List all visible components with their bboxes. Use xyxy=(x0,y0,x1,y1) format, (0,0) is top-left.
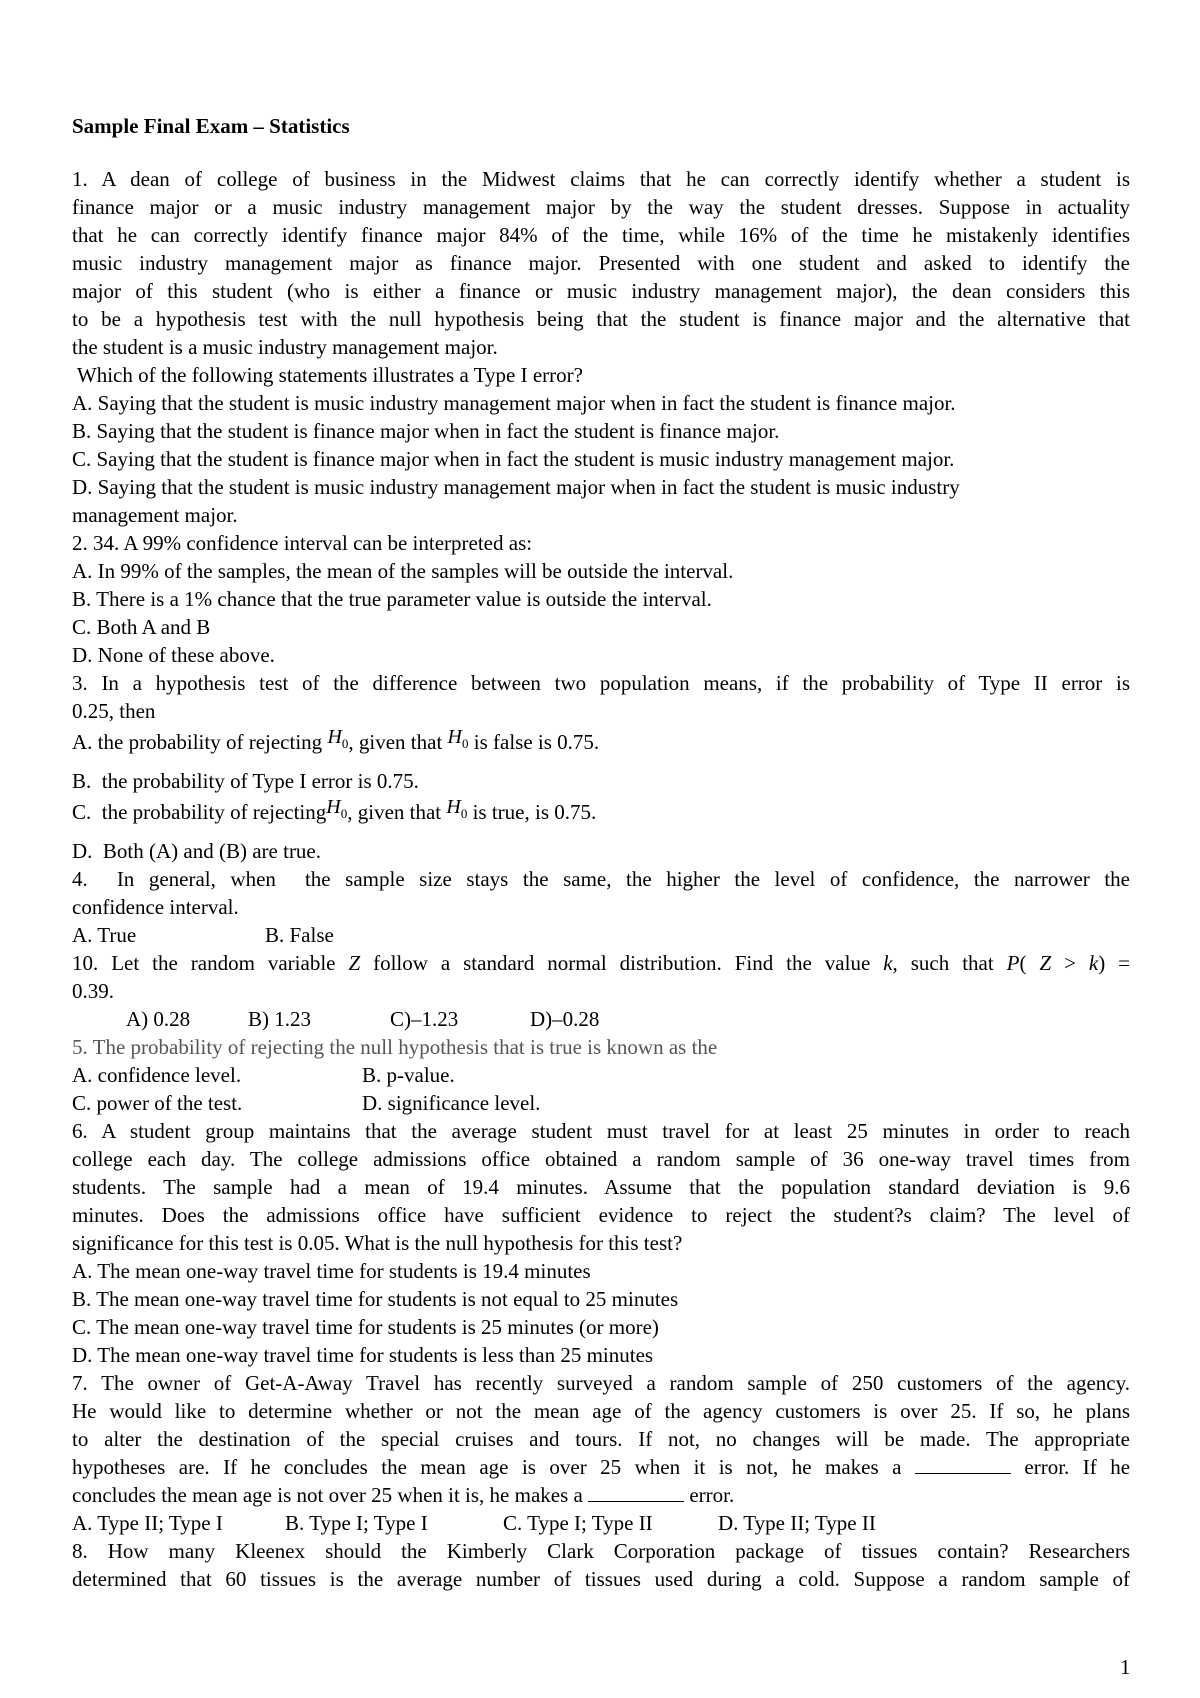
q6-line-1: 6. A student group maintains that the average student must travel for at least 25 minutes in order to reach xyxy=(72,1119,1130,1143)
q1-option-c: C. Saying that the student is finance major when in fact the student is music industry management major. xyxy=(72,447,955,471)
q6-option-a: A. The mean one-way travel time for students is 19.4 minutes xyxy=(72,1259,591,1283)
page-title: Sample Final Exam – Statistics xyxy=(72,114,350,138)
page-number: 1 xyxy=(1120,1655,1131,1679)
q7-line-2: He would like to determine whether or not the mean age of the agency customers is over 25. If so, he plans xyxy=(72,1399,1130,1423)
q5-stem: 5. The probability of rejecting the null hypothesis that is true is known as the xyxy=(72,1035,718,1059)
q2-option-c: C. Both A and B xyxy=(72,615,211,639)
q4-option-b: B. False xyxy=(265,923,334,947)
q2-option-b: B. There is a 1% chance that the true parameter value is outside the interval. xyxy=(72,587,712,611)
q1-option-d-line-1: D. Saying that the student is music industry management major when in fact the student is music industry xyxy=(72,475,960,499)
h0-symbol: $H_0$ xyxy=(326,796,348,821)
q3-option-c: C. the probability of rejectingH$_0$, given that $H_0$ is true, is 0.75. xyxy=(72,796,597,824)
q10-option-d: D)–0.28 xyxy=(530,1007,600,1031)
q4-options xyxy=(72,921,1130,949)
q2-stem: 2. 34. A 99% confidence interval can be interpreted as: xyxy=(72,531,533,555)
q7-option-c: C. Type I; Type II xyxy=(503,1511,653,1535)
q7-line-3: to alter the destination of the special cruises and tours. If not, no changes will be made. The appropriate xyxy=(72,1427,1130,1451)
q6-line-5: significance for this test is 0.05. What is the null hypothesis for this test? xyxy=(72,1231,683,1255)
q5-options-row-1 xyxy=(72,1061,1130,1089)
q7-line-1: 7. The owner of Get-A-Away Travel has recently surveyed a random sample of 250 customers of the agency. xyxy=(72,1371,1130,1395)
q8-line-1: 8. How many Kleenex should the Kimberly Clark Corporation package of tissues contain? Researchers xyxy=(72,1539,1130,1563)
q4-stem-line-1: 4. In general, when the sample size stays the same, the higher the level of confidence, the narrower the xyxy=(72,867,1130,891)
q10-option-c: C)–1.23 xyxy=(390,1007,459,1031)
q6-line-3: students. The sample had a mean of 19.4 minutes. Assume that the population standard deviation is 9.6 xyxy=(72,1175,1130,1199)
q7-line-4: hypotheses are. If he concludes the mean age is over 25 when it is not, he makes a error. If he xyxy=(72,1455,1131,1479)
exam-body xyxy=(72,165,1130,1593)
q7-options xyxy=(72,1509,1130,1537)
q3-stem-line-2: 0.25, then xyxy=(72,699,156,723)
q6-line-2: college each day. The college admissions office obtained a random sample of 36 one-way travel times from xyxy=(72,1147,1130,1171)
q8-line-2: determined that 60 tissues is the average number of tissues used during a cold. Suppose a random sample of xyxy=(72,1567,1130,1591)
q1-line-2: finance major or a music industry management major by the way the student dresses. Suppose in actuality xyxy=(72,195,1130,219)
q5-option-d: D. significance level. xyxy=(362,1091,541,1115)
answer-blank xyxy=(588,1483,684,1502)
q2-option-d: D. None of these above. xyxy=(72,643,275,667)
h0-symbol: $H_0$ xyxy=(327,726,349,751)
q6-option-c: C. The mean one-way travel time for students is 25 minutes (or more) xyxy=(72,1315,659,1339)
q5-option-b: B. p-value. xyxy=(362,1063,455,1087)
q7-option-a: A. Type II; Type I xyxy=(72,1511,223,1535)
q5-options-row-2 xyxy=(72,1089,1130,1117)
q3-option-b: B. the probability of Type I error is 0.75. xyxy=(72,769,419,793)
q3-stem-line-1: 3. In a hypothesis test of the difference between two population means, if the probability of Type II error is xyxy=(72,671,1130,695)
q3-option-d: D. Both (A) and (B) are true. xyxy=(72,839,322,863)
q7-option-b: B. Type I; Type I xyxy=(285,1511,428,1535)
q10-stem-line-1: 10. Let the random variable Z follow a standard normal distribution. Find the value k, such that P( Z > k) = xyxy=(72,951,1131,975)
q10-option-b: B) 1.23 xyxy=(248,1007,311,1031)
q5-option-a: A. confidence level. xyxy=(72,1063,242,1087)
q1-line-4: music industry management major as finance major. Presented with one student and asked to identify the xyxy=(72,251,1130,275)
q1-option-b: B. Saying that the student is finance major when in fact the student is finance major. xyxy=(72,419,780,443)
q4-stem-line-2: confidence interval. xyxy=(72,895,239,919)
q6-option-b: B. The mean one-way travel time for students is not equal to 25 minutes xyxy=(72,1287,679,1311)
q10-stem-line-2: 0.39. xyxy=(72,979,114,1003)
answer-blank xyxy=(915,1455,1011,1474)
q1-option-d-line-2: management major. xyxy=(72,503,238,527)
h0-symbol: $H_0$ xyxy=(446,796,468,821)
q1-line-5: major of this student (who is either a finance or music industry management major), the dean considers this xyxy=(72,279,1130,303)
q7-line-5: concludes the mean age is not over 25 when it is, he makes a error. xyxy=(72,1483,735,1507)
q4-option-a: A. True xyxy=(72,923,137,947)
q2-option-a: A. In 99% of the samples, the mean of the samples will be outside the interval. xyxy=(72,559,734,583)
q10-option-a: A) 0.28 xyxy=(126,1007,191,1031)
q10-options xyxy=(72,1005,1130,1033)
q1-line-3: that he can correctly identify finance major 84% of the time, while 16% of the time he mistakenly identifies xyxy=(72,223,1130,247)
q1-option-a: A. Saying that the student is music industry management major when in fact the student is finance major. xyxy=(72,391,956,415)
q5-option-c: C. power of the test. xyxy=(72,1091,243,1115)
q6-option-d: D. The mean one-way travel time for students is less than 25 minutes xyxy=(72,1343,654,1367)
q1-prompt: Which of the following statements illustrates a Type I error? xyxy=(72,363,583,387)
q3-option-a: A. the probability of rejecting $H_0$, given that $H_0$ is false is 0.75. xyxy=(72,726,600,754)
q1-line-1: 1. A dean of college of business in the Midwest claims that he can correctly identify whether a student is xyxy=(72,167,1130,191)
q6-line-4: minutes. Does the admissions office have sufficient evidence to reject the student?s claim? The level of xyxy=(72,1203,1130,1227)
q1-line-6: to be a hypothesis test with the null hypothesis being that the student is finance major and the alternative that xyxy=(72,307,1130,331)
h0-symbol: $H_0$ xyxy=(447,726,469,751)
q1-line-7: the student is a music industry management major. xyxy=(72,335,498,359)
q7-option-d: D. Type II; Type II xyxy=(718,1511,876,1535)
